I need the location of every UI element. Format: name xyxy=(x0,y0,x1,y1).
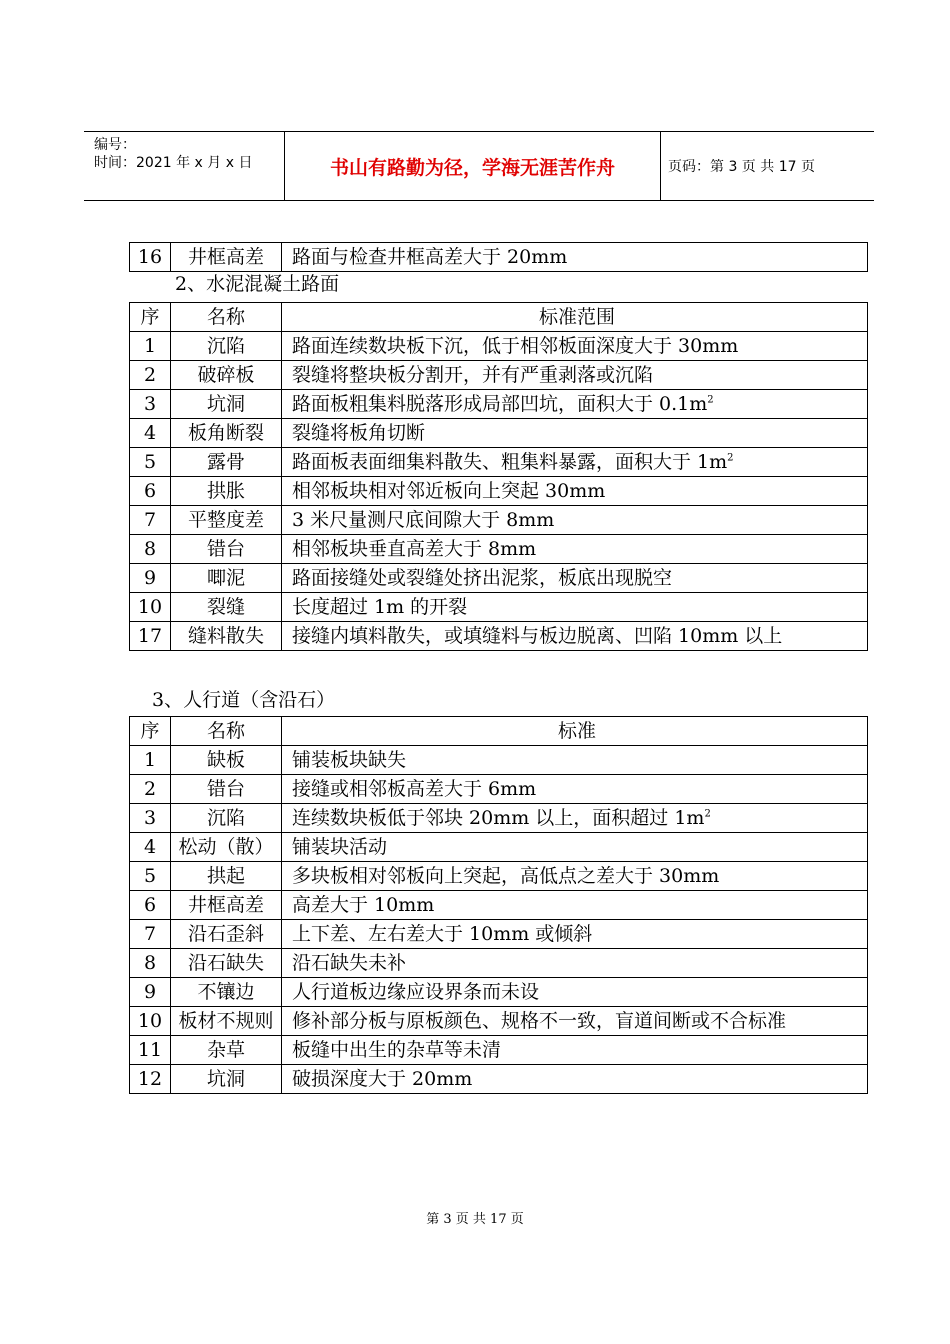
cell-desc-text: 裂缝将板角切断 xyxy=(292,422,426,444)
cell-no: 5 xyxy=(130,862,171,891)
cell-name: 板角断裂 xyxy=(171,419,282,448)
cell-name: 松动（散） xyxy=(171,833,282,862)
cell-desc-text: 路面连续数块板下沉，低于相邻板面深度大于 30mm xyxy=(292,335,739,357)
table-concrete-pavement xyxy=(129,302,868,651)
section-2-title: 2、水泥混凝土路面 xyxy=(175,273,340,295)
table-pavement-continued xyxy=(129,242,868,272)
header-motto: 书山有路勤为径，学海无涯苦作舟 xyxy=(285,132,661,200)
cell-no: 4 xyxy=(130,419,171,448)
cell-desc xyxy=(282,891,868,920)
cell-name: 沉陷 xyxy=(171,332,282,361)
cell-name: 沿石缺失 xyxy=(171,949,282,978)
cell-desc-text: 上下差、左右差大于 10mm 或倾斜 xyxy=(292,923,593,945)
cell-name: 杂草 xyxy=(171,1036,282,1065)
cell-name: 不镶边 xyxy=(171,978,282,1007)
cell-no: 12 xyxy=(130,1065,171,1094)
table-row xyxy=(130,477,868,506)
cell-name: 缝料散失 xyxy=(171,622,282,651)
cell-name: 坑洞 xyxy=(171,390,282,419)
header-cell-name: 名称 xyxy=(171,303,282,332)
cell-name: 沿石歪斜 xyxy=(171,920,282,949)
cell-desc xyxy=(282,390,868,419)
table-header-row xyxy=(130,717,868,746)
table-row xyxy=(130,775,868,804)
section-3-title: 3、人行道（含沿石） xyxy=(152,689,336,711)
table-sidewalk xyxy=(129,716,868,1094)
cell-no: 2 xyxy=(130,361,171,390)
cell-desc-text: 高差大于 10mm xyxy=(292,894,435,916)
cell-desc-text: 沿石缺失未补 xyxy=(292,952,407,974)
cell-desc-text: 人行道板边缘应设界条而未设 xyxy=(292,981,540,1003)
table-row xyxy=(130,804,868,833)
header-cell-desc: 标准 xyxy=(282,717,868,746)
cell-desc xyxy=(282,593,868,622)
cell-no: 11 xyxy=(130,1036,171,1065)
table-row xyxy=(130,891,868,920)
cell-no: 6 xyxy=(130,477,171,506)
unit-superscript: 2 xyxy=(704,808,711,820)
cell-name: 坑洞 xyxy=(171,1065,282,1094)
cell-desc-text: 相邻板块垂直高差大于 8mm xyxy=(292,538,537,560)
table-row xyxy=(130,622,868,651)
cell-desc xyxy=(282,746,868,775)
cell-no: 8 xyxy=(130,949,171,978)
cell-desc xyxy=(282,332,868,361)
cell-desc-text: 铺装板块缺失 xyxy=(292,749,407,771)
table-row xyxy=(130,332,868,361)
cell-desc xyxy=(282,535,868,564)
cell-desc xyxy=(282,1065,868,1094)
cell-no: 3 xyxy=(130,390,171,419)
cell-desc-text: 裂缝将整块板分割开，并有严重剥落或沉陷 xyxy=(292,364,654,386)
cell-desc-text: 修补部分板与原板颜色、规格不一致，盲道间断或不合标准 xyxy=(292,1010,787,1032)
cell-desc xyxy=(282,920,868,949)
cell-name: 错台 xyxy=(171,535,282,564)
header-page-info: 页码：第 3 页 共 17 页 xyxy=(668,159,815,175)
cell-desc xyxy=(282,477,868,506)
cell-no: 17 xyxy=(130,622,171,651)
cell-no: 5 xyxy=(130,448,171,477)
cell-desc xyxy=(282,1036,868,1065)
table-row xyxy=(130,448,868,477)
cell-desc xyxy=(282,949,868,978)
cell-desc-text: 长度超过 1m 的开裂 xyxy=(292,596,468,618)
cell-name: 裂缝 xyxy=(171,593,282,622)
cell-desc xyxy=(282,448,868,477)
table-row xyxy=(130,390,868,419)
cell-no: 9 xyxy=(130,978,171,1007)
cell-no: 3 xyxy=(130,804,171,833)
cell-desc-text: 板缝中出生的杂草等未清 xyxy=(292,1039,502,1061)
cell-desc xyxy=(282,419,868,448)
cell-no: 2 xyxy=(130,775,171,804)
cell-no: 16 xyxy=(130,243,171,272)
cell-no: 10 xyxy=(130,1007,171,1036)
table-row xyxy=(130,243,868,272)
cell-name: 破碎板 xyxy=(171,361,282,390)
cell-desc xyxy=(282,978,868,1007)
time-label: 时间：2021 年 x 月 x 日 xyxy=(94,155,253,171)
cell-desc xyxy=(282,564,868,593)
cell-name: 沉陷 xyxy=(171,804,282,833)
header-meta xyxy=(84,132,285,200)
cell-desc xyxy=(282,833,868,862)
table-row xyxy=(130,506,868,535)
table-row xyxy=(130,535,868,564)
table-row xyxy=(130,920,868,949)
table-row xyxy=(130,419,868,448)
cell-desc-text: 连续数块板低于邻块 20mm 以上，面积超过 1m xyxy=(292,807,705,829)
cell-desc xyxy=(282,1007,868,1036)
cell-desc-text: 多块板相对邻板向上突起，高低点之差大于 30mm xyxy=(292,865,720,887)
page-footer: 第 3 页 共 17 页 xyxy=(426,1212,524,1227)
cell-desc-text: 3 米尺量测尺底间隙大于 8mm xyxy=(292,509,555,531)
table-row xyxy=(130,564,868,593)
cell-no: 7 xyxy=(130,920,171,949)
header-cell-no: 序 xyxy=(130,303,171,332)
cell-desc-text: 接缝或相邻板高差大于 6mm xyxy=(292,778,537,800)
cell-name: 井框高差 xyxy=(171,243,282,272)
cell-name: 错台 xyxy=(171,775,282,804)
table-row xyxy=(130,1065,868,1094)
cell-desc-text: 路面板粗集料脱落形成局部凹坑，面积大于 0.1m xyxy=(292,393,708,415)
cell-name: 板材不规则 xyxy=(171,1007,282,1036)
cell-no: 1 xyxy=(130,332,171,361)
cell-no: 8 xyxy=(130,535,171,564)
header-cell-name: 名称 xyxy=(171,717,282,746)
table-row xyxy=(130,1036,868,1065)
cell-desc xyxy=(282,622,868,651)
cell-desc xyxy=(282,804,868,833)
cell-name: 唧泥 xyxy=(171,564,282,593)
document-header xyxy=(84,131,874,201)
cell-no: 9 xyxy=(130,564,171,593)
unit-superscript: 2 xyxy=(727,452,734,464)
cell-desc-text: 路面板表面细集料散失、粗集料暴露，面积大于 1m xyxy=(292,451,728,473)
table-row xyxy=(130,862,868,891)
cell-desc-text: 铺装块活动 xyxy=(292,836,388,858)
cell-name: 拱起 xyxy=(171,862,282,891)
cell-desc-text: 相邻板块相对邻近板向上突起 30mm xyxy=(292,480,606,502)
code-label: 编号： xyxy=(94,137,136,153)
cell-name: 拱胀 xyxy=(171,477,282,506)
table-row xyxy=(130,949,868,978)
cell-desc xyxy=(282,775,868,804)
cell-no: 10 xyxy=(130,593,171,622)
cell-no: 6 xyxy=(130,891,171,920)
cell-desc xyxy=(282,506,868,535)
table-row xyxy=(130,746,868,775)
cell-no: 1 xyxy=(130,746,171,775)
cell-no: 4 xyxy=(130,833,171,862)
cell-name: 平整度差 xyxy=(171,506,282,535)
cell-desc xyxy=(282,243,868,272)
table-header-row xyxy=(130,303,868,332)
cell-name: 井框高差 xyxy=(171,891,282,920)
cell-desc xyxy=(282,361,868,390)
header-cell-desc: 标准范围 xyxy=(282,303,868,332)
cell-name: 缺板 xyxy=(171,746,282,775)
cell-desc-text: 路面与检查井框高差大于 20mm xyxy=(292,246,568,268)
header-cell-no: 序 xyxy=(130,717,171,746)
table-row xyxy=(130,593,868,622)
cell-name: 露骨 xyxy=(171,448,282,477)
cell-desc-text: 路面接缝处或裂缝处挤出泥浆，板底出现脱空 xyxy=(292,567,673,589)
unit-superscript: 2 xyxy=(707,394,714,406)
cell-desc-text: 接缝内填料散失，或填缝料与板边脱离、凹陷 10mm 以上 xyxy=(292,625,783,647)
table-row xyxy=(130,1007,868,1036)
cell-desc-text: 破损深度大于 20mm xyxy=(292,1068,473,1090)
cell-no: 7 xyxy=(130,506,171,535)
table-row xyxy=(130,833,868,862)
table-row xyxy=(130,361,868,390)
cell-desc xyxy=(282,862,868,891)
table-row xyxy=(130,978,868,1007)
